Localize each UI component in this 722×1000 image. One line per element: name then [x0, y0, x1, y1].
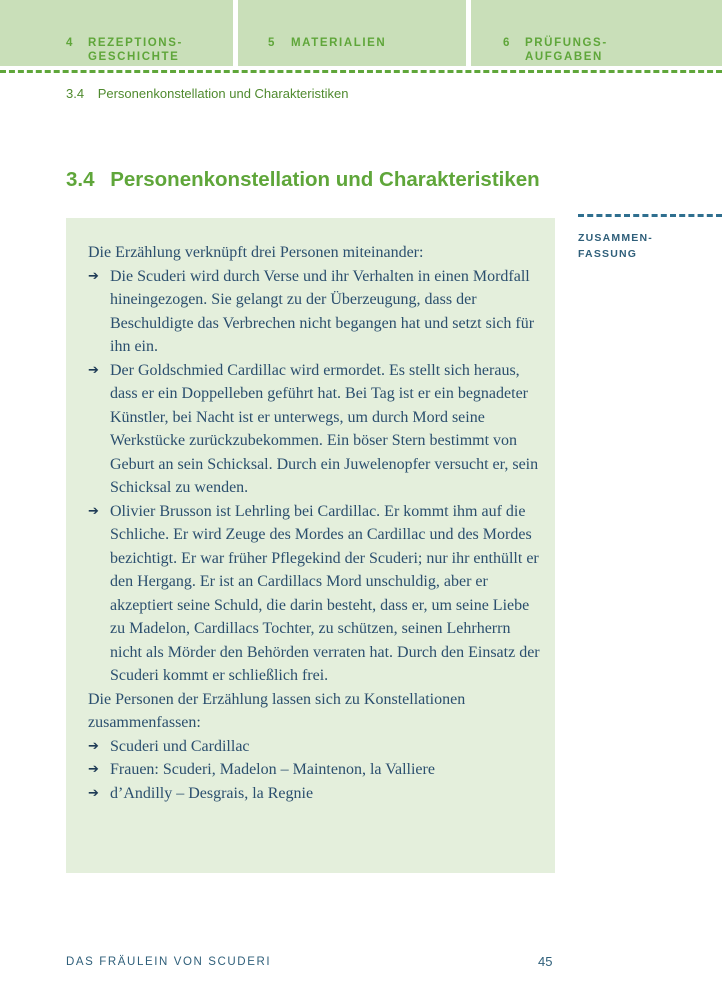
list-item-text: Die Scuderi wird durch Verse und ihr Verhalten in einen Mordfall hineingezogen. Sie gelangt zu der Überzeugung, dass der Beschuldigte das Verbrechen nicht begangen hat und setzt sich für ihn ein.	[110, 267, 535, 355]
tab-rezeptionsgeschichte[interactable]	[0, 0, 233, 66]
margin-note-line2: FASSUNG	[578, 248, 638, 260]
tab-label-line1: REZEPTIONS-	[88, 37, 183, 49]
list-item-text: Der Goldschmied Cardillac wird ermordet. Es stellt sich heraus, dass er ein Doppelleben geführt hat. Bei Tag ist er ein begnadeter Künstler, bei Nacht ist er unterwegs, um durch Mord seine Werkstücke zurückzubekommen. Ein böser Stern bestimmt von Geburt an sein Schicksal. Durch ein Juwelenopfer versucht er, sein Schicksal zu wenden.	[110, 361, 539, 496]
tab-number: 4	[66, 37, 74, 49]
list-item	[88, 265, 543, 359]
margin-note	[578, 230, 653, 262]
tab-number: 6	[503, 37, 511, 49]
footer-book-title: DAS FRÄULEIN VON SCUDERI	[66, 956, 272, 968]
summary-box	[66, 218, 555, 873]
section-number: 3.4	[66, 168, 95, 191]
tab-label-line1: MATERIALIEN	[291, 37, 387, 49]
margin-dashed-divider	[578, 214, 722, 217]
tab-label	[525, 36, 608, 64]
list-item-text: Olivier Brusson ist Lehrling bei Cardillac. Er kommt ihm auf die Schliche. Er wird Zeuge des Mordes an Cardillac und des Mordes bezichtigt. Er war früher Pflegekind der Scuderi; nur ihr enthüllt er den Hergang. Er ist an Cardillacs Mord unschuldig, aber er akzeptiert seine Schuld, die darin besteht, dass er, um seine Liebe zu Madelon, Cardillacs Tochter, zu schützen, seinen Lehrherrn nicht als Mörder den Behörden verraten hat. Durch den Einsatz der Scuderi kommt er schließlich frei.	[110, 502, 540, 684]
tab-materialien[interactable]	[238, 0, 466, 66]
list-item-text: Scuderi und Cardillac	[110, 737, 250, 755]
arrow-right-icon: ➔	[88, 738, 99, 754]
list-item-text: d’Andilly – Desgrais, la Regnie	[110, 784, 314, 802]
arrow-right-icon: ➔	[88, 268, 99, 284]
running-head	[66, 86, 348, 101]
list-item	[88, 758, 543, 782]
tab-label	[291, 36, 386, 50]
list-item	[88, 735, 543, 759]
arrow-right-icon: ➔	[88, 762, 99, 777]
header-dashed-divider	[0, 70, 722, 73]
person-list	[88, 265, 543, 688]
tab-label	[88, 36, 183, 64]
arrow-right-icon: ➔	[88, 503, 99, 519]
running-head-title: Personenkonstellation und Charakteristiken	[97, 86, 349, 101]
tab-label-line1: PRÜFUNGS-	[525, 37, 608, 49]
page-title	[66, 168, 540, 192]
tab-label-line2: GESCHICHTE	[88, 51, 180, 63]
list-item	[88, 782, 543, 806]
arrow-right-icon: ➔	[88, 362, 99, 378]
constellation-list	[88, 735, 543, 806]
page-number: 45	[538, 954, 553, 969]
chapter-tabs	[0, 0, 722, 66]
list-item-text: Frauen: Scuderi, Madelon – Maintenon, la Valliere	[110, 761, 435, 778]
list-item	[88, 500, 543, 688]
list-item	[88, 359, 543, 500]
arrow-right-icon: ➔	[88, 785, 99, 801]
tab-pruefungsaufgaben[interactable]	[471, 0, 722, 66]
constellation-intro: Die Personen der Erzählung lassen sich zu Konstellationen zusammenfassen:	[88, 690, 466, 731]
running-head-number: 3.4	[66, 86, 85, 101]
margin-note-line1: ZUSAMMEN-	[578, 232, 653, 244]
tab-label-line2: AUFGABEN	[525, 51, 603, 63]
tab-number: 5	[268, 37, 276, 49]
summary-intro: Die Erzählung verknüpft drei Personen miteinander:	[88, 244, 424, 261]
section-title: Personenkonstellation und Charakteristiken	[110, 168, 540, 191]
